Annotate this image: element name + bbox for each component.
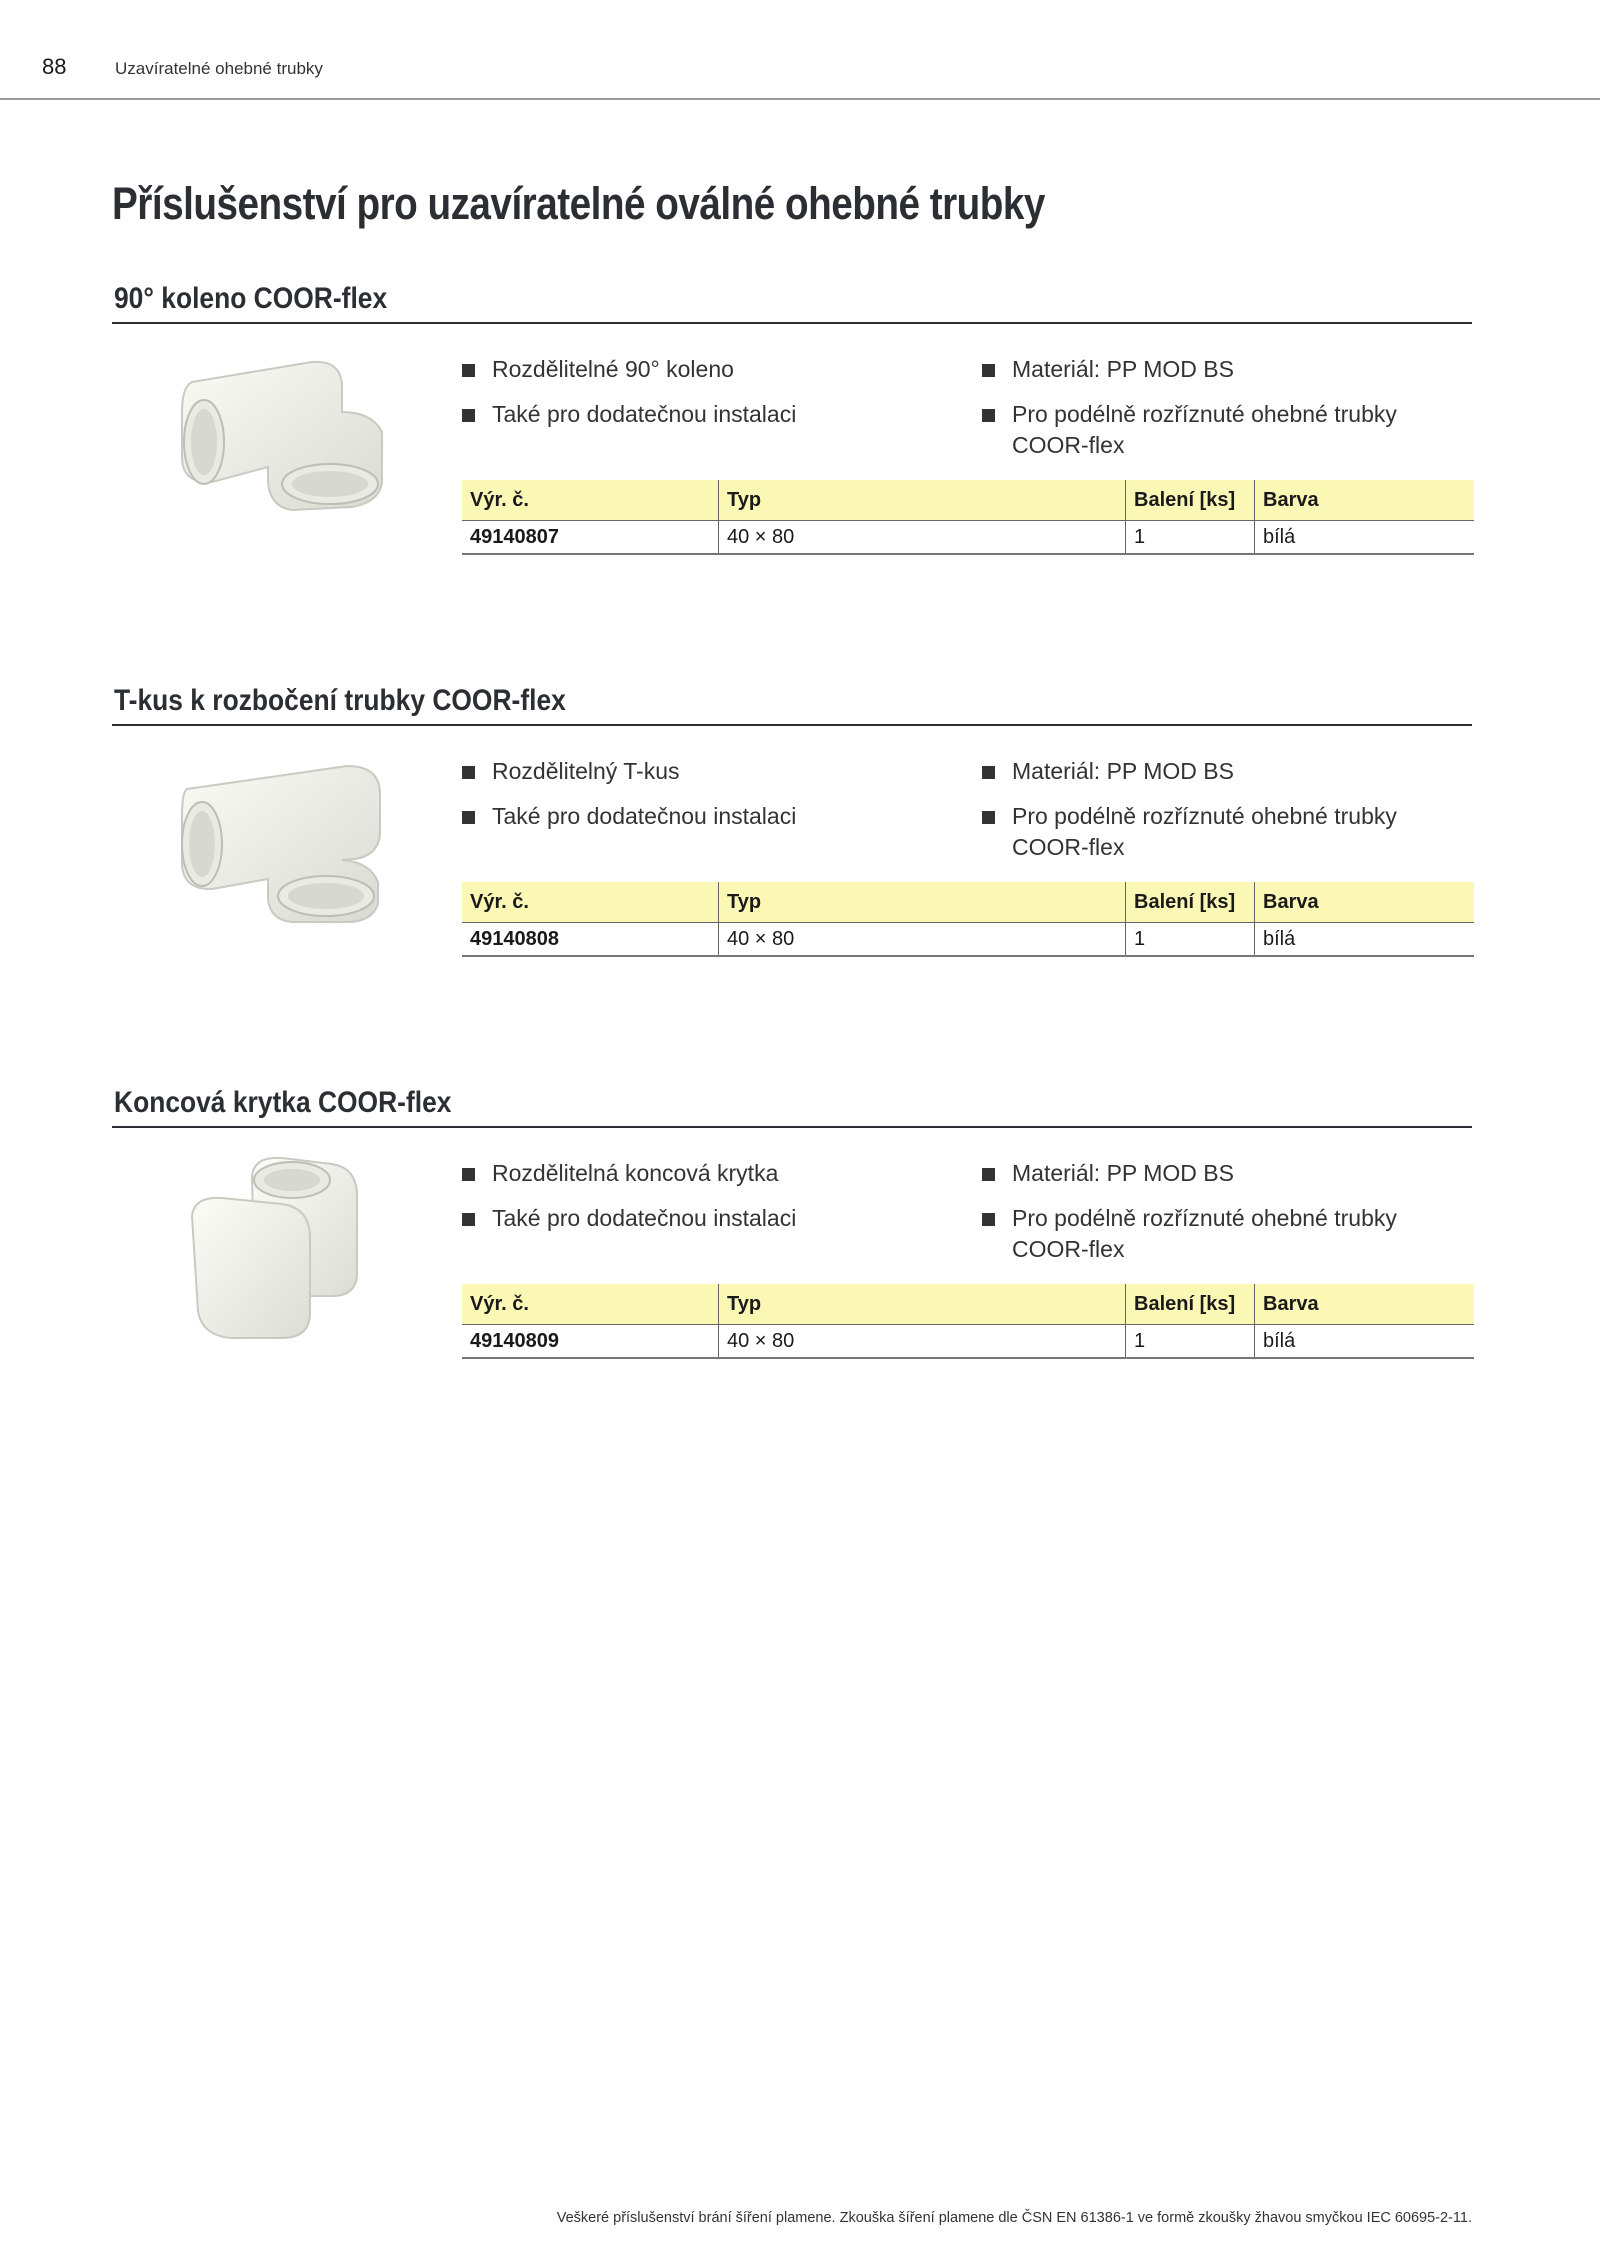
col-header-code: Výr. č. [462, 1284, 719, 1325]
feature-item: Také pro dodatečnou instalaci [462, 801, 962, 832]
col-header-type: Typ [719, 480, 1126, 521]
bullet-square-icon [982, 364, 995, 377]
elbow-90-icon [142, 342, 392, 522]
col-header-color: Barva [1255, 1284, 1475, 1325]
cell-color: bílá [1255, 521, 1475, 555]
cell-type: 40 × 80 [719, 923, 1126, 957]
section-divider [112, 1126, 1472, 1128]
product-section-elbow [112, 282, 1472, 612]
cell-code: 49140809 [462, 1325, 719, 1359]
bullet-square-icon [462, 766, 475, 779]
table-row [462, 923, 1474, 957]
product-section-t-piece [112, 684, 1472, 1014]
col-header-pack: Balení [ks] [1126, 480, 1255, 521]
col-header-pack: Balení [ks] [1126, 882, 1255, 923]
features-right [982, 354, 1482, 475]
features-left [462, 354, 962, 444]
section-title: 90° koleno COOR-flex [114, 282, 388, 315]
running-title: Uzavíratelné ohebné trubky [115, 59, 323, 78]
cell-pack: 1 [1126, 923, 1255, 957]
end-cap-icon [142, 1146, 392, 1346]
bullet-square-icon [982, 1168, 995, 1181]
feature-item: Materiál: PP MOD BS [982, 1158, 1482, 1189]
col-header-color: Barva [1255, 882, 1475, 923]
cell-color: bílá [1255, 1325, 1475, 1359]
features-left [462, 1158, 962, 1248]
spec-table [462, 882, 1474, 957]
cell-pack: 1 [1126, 521, 1255, 555]
footnote: Veškeré příslušenství brání šíření plamene. Zkouška šíření plamene dle ČSN EN 61386-1 ve formě zkoušky žhavou smyčkou IEC 60695-2-11. [556, 2210, 1472, 2226]
table-row [462, 1325, 1474, 1359]
feature-item: Pro podélně rozříznuté ohebné trubky COOR-flex [982, 399, 1432, 461]
feature-item: Rozdělitelné 90° koleno [462, 354, 962, 385]
table-header-row [462, 480, 1474, 521]
bullet-square-icon [982, 766, 995, 779]
bullet-square-icon [982, 1213, 995, 1226]
feature-item: Také pro dodatečnou instalaci [462, 1203, 962, 1234]
cell-type: 40 × 80 [719, 1325, 1126, 1359]
bullet-square-icon [462, 364, 475, 377]
bullet-square-icon [462, 1168, 475, 1181]
features-right [982, 1158, 1482, 1279]
col-header-type: Typ [719, 1284, 1126, 1325]
page-title: Příslušenství pro uzavíratelné oválné ohebné trubky [112, 178, 1045, 229]
feature-item: Také pro dodatečnou instalaci [462, 399, 962, 430]
bullet-square-icon [462, 409, 475, 422]
col-header-color: Barva [1255, 480, 1475, 521]
feature-item: Pro podélně rozříznuté ohebné trubky COOR-flex [982, 1203, 1432, 1265]
col-header-code: Výr. č. [462, 480, 719, 521]
bullet-square-icon [462, 811, 475, 824]
section-title: Koncová krytka COOR-flex [114, 1086, 452, 1119]
feature-item: Rozdělitelná koncová krytka [462, 1158, 962, 1189]
bullet-square-icon [982, 811, 995, 824]
bullet-square-icon [982, 409, 995, 422]
feature-item: Materiál: PP MOD BS [982, 354, 1482, 385]
section-divider [112, 322, 1472, 324]
spec-table [462, 1284, 1474, 1359]
page-header [0, 0, 1600, 100]
feature-item: Materiál: PP MOD BS [982, 756, 1482, 787]
features-left [462, 756, 962, 846]
spec-table [462, 480, 1474, 555]
t-piece-icon [142, 744, 392, 924]
feature-item: Pro podélně rozříznuté ohebné trubky COOR-flex [982, 801, 1432, 863]
page-number: 88 [42, 54, 67, 79]
table-header-row [462, 1284, 1474, 1325]
feature-item: Rozdělitelný T-kus [462, 756, 962, 787]
col-header-type: Typ [719, 882, 1126, 923]
cell-pack: 1 [1126, 1325, 1255, 1359]
cell-type: 40 × 80 [719, 521, 1126, 555]
cell-color: bílá [1255, 923, 1475, 957]
table-row [462, 521, 1474, 555]
section-title: T-kus k rozbočení trubky COOR-flex [114, 684, 566, 717]
cell-code: 49140807 [462, 521, 719, 555]
table-header-row [462, 882, 1474, 923]
bullet-square-icon [462, 1213, 475, 1226]
col-header-code: Výr. č. [462, 882, 719, 923]
cell-code: 49140808 [462, 923, 719, 957]
features-right [982, 756, 1482, 877]
col-header-pack: Balení [ks] [1126, 1284, 1255, 1325]
section-divider [112, 724, 1472, 726]
product-section-end-cap [112, 1086, 1472, 1416]
header-divider [0, 98, 1600, 100]
